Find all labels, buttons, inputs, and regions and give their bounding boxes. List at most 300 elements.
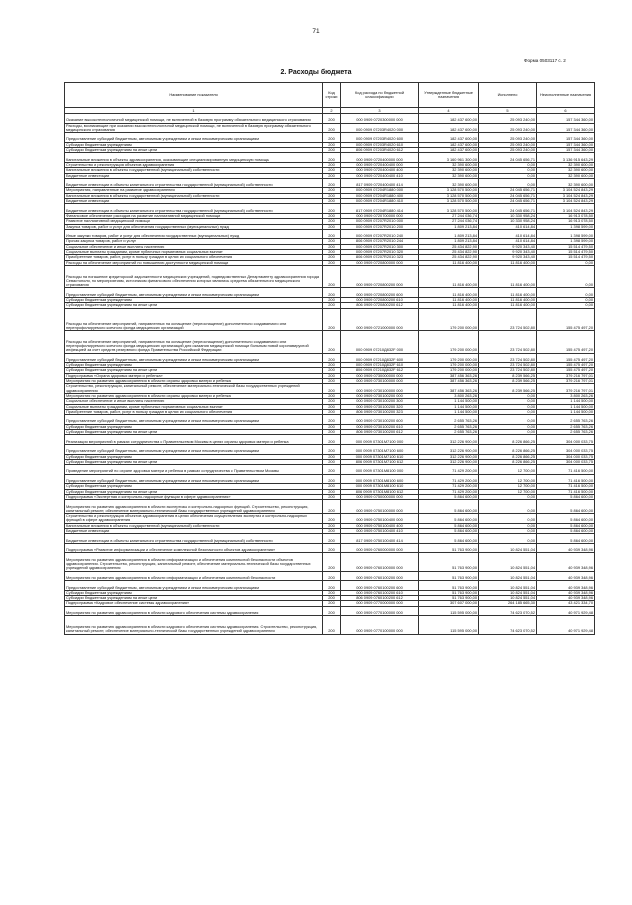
row-name: Субсидии бюджетным учреждениям — [65, 298, 323, 303]
row-executed: 9 920 343,40 — [479, 255, 537, 260]
row-unexecuted: 71 416 500,00 — [537, 489, 595, 494]
row-name: Приобретение товаров, работ, услуг в пользу граждан в целях их социального обеспечения — [65, 255, 323, 260]
row-unexecuted: 71 416 500,00 — [537, 465, 595, 475]
table-row — [65, 153, 595, 163]
row-line-code: 200 — [323, 415, 341, 425]
row-unexecuted: 0,00 — [537, 298, 595, 303]
row-kbk: 000 0909 07301М7100 000 — [341, 435, 419, 445]
header-unexecuted: Неисполненные назначения — [537, 83, 595, 108]
row-name: Бюджетные инвестиции в объекты капитального строительства государственной (муниципальной) собственности — [65, 178, 323, 188]
row-unexecuted: 2 655 763,26 — [537, 424, 595, 429]
row-line-code: 200 — [323, 534, 341, 544]
row-executed: 0,00 — [479, 494, 537, 499]
row-unexecuted: 304 000 033,75 — [537, 435, 595, 445]
row-name: Расходы на погашение кредиторской задолженности медицинских учреждений, подведомственных Департаменту здравоохранения города Севастополя, по мероприятиям, источником финансового обеспечения которых являлись средства обязательного медицинского страхования — [65, 265, 323, 288]
row-unexecuted: 155 475 497,20 — [537, 353, 595, 363]
row-kbk: 000 0909 0720800200 000 — [341, 265, 419, 288]
row-line-code: 200 — [323, 133, 341, 143]
row-unexecuted: 32 390 600,00 — [537, 178, 595, 188]
header-kbk: Код расхода по бюджетной классификации — [341, 83, 419, 108]
row-line-code: 200 — [323, 523, 341, 528]
row-line-code: 200 — [323, 601, 341, 606]
table-row — [65, 244, 595, 249]
row-name: Бюджетные инвестиции в объекты капитального строительства государственной (муниципальной) собственности — [65, 204, 323, 214]
row-executed: 8 239 566,25 — [479, 379, 537, 384]
row-unexecuted: 3 136 915 643,29 — [537, 153, 595, 163]
row-line-code: 200 — [323, 454, 341, 459]
row-executed: 25 093 240,00 — [479, 114, 537, 124]
row-executed: 8 226 866,25 — [479, 444, 537, 454]
row-kbk: 000 0909 07207R2010 240 — [341, 229, 419, 239]
row-executed: 10 330 958,24 — [479, 219, 537, 224]
row-line-code: 200 — [323, 162, 341, 167]
row-approved: 25 434 822,90 — [419, 255, 479, 260]
row-line-code: 200 — [323, 363, 341, 368]
row-kbk: 000 0909 07207R2010 300 — [341, 244, 419, 249]
row-unexecuted: 157 344 360,00 — [537, 148, 595, 153]
row-approved: 25 434 822,90 — [419, 244, 479, 249]
row-approved: 11 816 400,00 — [419, 260, 479, 265]
row-unexecuted: 71 416 500,00 — [537, 484, 595, 489]
row-executed: 24 045 656,71 — [479, 204, 537, 214]
row-executed: 10 824 551,04 — [479, 581, 537, 591]
table-row — [65, 465, 595, 475]
row-kbk: 000 0909 0721000000 000 — [341, 308, 419, 331]
header-name: Наименование показателя — [65, 83, 323, 108]
row-line-code: 200 — [323, 213, 341, 218]
row-unexecuted: 40 939 348,96 — [537, 590, 595, 595]
row-name: Финансовое обеспечение расходов на развитие паллиативной медицинской помощи — [65, 213, 323, 218]
row-approved: 11 816 400,00 — [419, 303, 479, 308]
table-row — [65, 204, 595, 214]
header-line-code: Код строки — [323, 83, 341, 108]
row-unexecuted: 3 104 524 843,29 — [537, 193, 595, 198]
row-approved: 2 655 763,26 — [419, 415, 479, 425]
row-kbk: 806 0909 0730100200 323 — [341, 409, 419, 414]
row-unexecuted: 2 655 763,26 — [537, 430, 595, 435]
row-approved: 3 128 570 500,00 — [419, 188, 479, 193]
row-executed: 9 920 343,40 — [479, 250, 537, 255]
col-number: 1 — [65, 108, 323, 114]
row-approved: 115 595 000,00 — [419, 616, 479, 634]
row-executed: 11 816 400,00 — [479, 260, 537, 265]
row-line-code: 200 — [323, 494, 341, 499]
row-line-code: 200 — [323, 168, 341, 173]
row-kbk: 000 0909 0770100000 000 — [341, 606, 419, 616]
row-executed: 0,00 — [479, 528, 537, 533]
table-row — [65, 553, 595, 571]
row-approved: 1 809 213,84 — [419, 229, 479, 239]
row-kbk: 000 0909 07301М8100 610 — [341, 484, 419, 489]
row-executed: 25 093 240,00 — [479, 148, 537, 153]
row-executed: 25 093 240,00 — [479, 133, 537, 143]
row-name: Строительство и реконструкция объектов здравоохранения — [65, 162, 323, 167]
row-unexecuted: 0,00 — [537, 265, 595, 288]
row-line-code: 200 — [323, 265, 341, 288]
row-kbk: 000 0909 07207R2010 000 — [341, 219, 419, 224]
table-row — [65, 229, 595, 239]
table-row — [65, 368, 595, 373]
row-name: Бюджетные инвестиции — [65, 199, 323, 204]
row-kbk: 000 0909 0730100200 000 — [341, 393, 419, 398]
row-name: Субсидии бюджетным учреждениям — [65, 590, 323, 595]
row-line-code: 200 — [323, 409, 341, 414]
row-executed: 10 824 551,04 — [479, 571, 537, 581]
row-kbk: 806 0909 0760100200 612 — [341, 596, 419, 601]
row-kbk: 000 0909 07204R1880 410 — [341, 199, 419, 204]
row-line-code: 200 — [323, 404, 341, 409]
row-executed: 74 623 070,52 — [479, 606, 537, 616]
table-row — [65, 459, 595, 464]
row-line-code: 200 — [323, 596, 341, 601]
col-number: 5 — [479, 108, 537, 114]
row-unexecuted: 1 144 500,00 — [537, 399, 595, 404]
table-row — [65, 193, 595, 198]
row-line-code: 200 — [323, 298, 341, 303]
row-kbk: 000 0909 0730100200 600 — [341, 415, 419, 425]
row-line-code: 200 — [323, 435, 341, 445]
row-unexecuted: 3 104 524 843,29 — [537, 204, 595, 214]
row-kbk: 000 0909 0760100200 610 — [341, 590, 419, 595]
table-row — [65, 500, 595, 514]
row-name: Предоставление субсидий бюджетным, автономным учреждениям и иным некоммерческим организациям — [65, 288, 323, 298]
row-name: Субсидии бюджетным учреждениям на иные цели — [65, 303, 323, 308]
row-unexecuted: 304 000 033,75 — [537, 454, 595, 459]
table-row — [65, 114, 595, 124]
table-row — [65, 543, 595, 553]
col-number: 2 — [323, 108, 341, 114]
row-unexecuted: 71 416 500,00 — [537, 474, 595, 484]
row-name: Расходы на обеспечение мероприятий по повышению доступности медицинской помощи — [65, 260, 323, 265]
table-row — [65, 415, 595, 425]
row-approved: 51 763 900,00 — [419, 590, 479, 595]
table-row — [65, 601, 595, 606]
row-line-code: 200 — [323, 543, 341, 553]
row-approved: 1 144 500,00 — [419, 399, 479, 404]
row-name: Строительство и реконструкция объектов здравоохранения в целях обеспечения осуществления экспертиз и контрольно-надзорных функций в сфере здравоохранения — [65, 514, 323, 524]
row-executed: 23 724 502,80 — [479, 353, 537, 363]
row-approved: 182 437 600,00 — [419, 148, 479, 153]
row-name: Бюджетные инвестиции — [65, 528, 323, 533]
row-name: Мероприятия по развитию здравоохранения в области охраны здоровья матери и ребенка — [65, 393, 323, 398]
row-approved: 71 429 200,00 — [419, 465, 479, 475]
table-body — [65, 114, 595, 635]
row-kbk: 000 0909 07210Д832F 000 — [341, 331, 419, 354]
row-name: Предоставление субсидий бюджетным, автономным учреждениям и иным некоммерческим организациям — [65, 444, 323, 454]
row-approved: 32 390 600,00 — [419, 173, 479, 178]
row-name: Подпрограмма «Кадровое обеспечение системы здравоохранения» — [65, 601, 323, 606]
row-kbk: 806 0909 07207R2010 244 — [341, 239, 419, 244]
row-kbk: 000 0909 0750100000 000 — [341, 500, 419, 514]
row-executed: 10 330 958,24 — [479, 213, 537, 218]
col-number: 3 — [341, 108, 419, 114]
row-executed: 0,00 — [479, 500, 537, 514]
row-unexecuted: 379 216 797,01 — [537, 384, 595, 394]
row-approved: 5 864 600,00 — [419, 534, 479, 544]
row-line-code: 200 — [323, 250, 341, 255]
row-approved: 11 816 400,00 — [419, 288, 479, 298]
row-kbk: 000 0909 0720400400 400 — [341, 168, 419, 173]
row-unexecuted: 16 913 078,50 — [537, 213, 595, 218]
table-row — [65, 188, 595, 193]
row-unexecuted: 3 800 263,26 — [537, 393, 595, 398]
row-kbk: 000 0909 0720300000 000 — [341, 114, 419, 124]
row-kbk: 000 0909 0720800200 600 — [341, 288, 419, 298]
row-kbk: 000 0909 07203R4020 600 — [341, 133, 419, 143]
row-executed: 11 816 400,00 — [479, 298, 537, 303]
row-executed: 11 816 400,00 — [479, 303, 537, 308]
row-kbk: 000 0909 0730000000 000 — [341, 373, 419, 378]
row-line-code: 200 — [323, 590, 341, 595]
row-line-code: 200 — [323, 331, 341, 354]
table-row — [65, 353, 595, 363]
row-name: Развитие паллиативной медицинской помощи — [65, 219, 323, 224]
row-kbk: 806 0909 07203R4020 612 — [341, 148, 419, 153]
row-unexecuted: 0,00 — [537, 303, 595, 308]
row-name: Мероприятия по развитию здравоохранения в области информатизации и обеспечения комплексной безопасности — [65, 571, 323, 581]
row-name: Социальные выплаты гражданам, кроме публичных нормативных социальных выплат — [65, 250, 323, 255]
row-executed: 264 185 665,30 — [479, 601, 537, 606]
row-kbk: 000 0909 0730100200 610 — [341, 424, 419, 429]
row-name: Мероприятия по развитию здравоохранения в области охраны здоровья матери и ребенка — [65, 379, 323, 384]
row-approved: 71 429 200,00 — [419, 474, 479, 484]
row-line-code: 200 — [323, 384, 341, 394]
row-approved: 1 809 213,84 — [419, 224, 479, 229]
row-line-code: 200 — [323, 459, 341, 464]
row-unexecuted: 3 104 524 843,29 — [537, 199, 595, 204]
row-approved: 51 763 900,00 — [419, 543, 479, 553]
table-row — [65, 178, 595, 188]
row-line-code: 200 — [323, 173, 341, 178]
row-approved: 1 144 500,00 — [419, 404, 479, 409]
row-name: Оказание высокотехнологичной медицинской помощи, не включенной в базовую программу обязательного медицинского страхования — [65, 114, 323, 124]
row-kbk: 000 0909 0730100000 000 — [341, 384, 419, 394]
row-approved: 182 437 600,00 — [419, 133, 479, 143]
row-unexecuted: 5 864 600,00 — [537, 523, 595, 528]
row-executed: 8 226 866,25 — [479, 435, 537, 445]
row-line-code: 200 — [323, 239, 341, 244]
row-line-code: 200 — [323, 188, 341, 193]
row-name: Предоставление субсидий бюджетным, автономным учреждениям и иным некоммерческим организациям — [65, 415, 323, 425]
row-kbk: 000 0909 0720800000 000 — [341, 260, 419, 265]
row-kbk: 000 0909 0720400400 000 — [341, 162, 419, 167]
table-row — [65, 616, 595, 634]
row-line-code: 200 — [323, 123, 341, 133]
row-approved: 51 763 900,00 — [419, 571, 479, 581]
row-approved: 3 800 263,26 — [419, 393, 479, 398]
table-row — [65, 148, 595, 153]
row-approved: 32 390 600,00 — [419, 178, 479, 188]
row-executed: 24 045 656,71 — [479, 188, 537, 193]
row-executed: 9 920 343,40 — [479, 244, 537, 249]
row-name: Субсидии бюджетным учреждениям на иные цели — [65, 596, 323, 601]
row-approved: 312 226 900,00 — [419, 454, 479, 459]
row-approved: 387 456 363,26 — [419, 379, 479, 384]
row-line-code: 200 — [323, 219, 341, 224]
row-name: Социальное обеспечение и иные выплаты населению — [65, 244, 323, 249]
row-unexecuted: 157 344 360,00 — [537, 142, 595, 147]
row-approved: 5 864 600,00 — [419, 514, 479, 524]
row-approved: 25 434 822,90 — [419, 250, 479, 255]
row-name: Субсидии бюджетным учреждениям на иные цели — [65, 430, 323, 435]
row-unexecuted: 0,00 — [537, 260, 595, 265]
row-line-code: 200 — [323, 474, 341, 484]
row-kbk: 000 0909 0750100400 410 — [341, 528, 419, 533]
table-row — [65, 260, 595, 265]
row-kbk: 806 0909 07210Д832F 612 — [341, 368, 419, 373]
row-approved: 11 816 400,00 — [419, 298, 479, 303]
row-executed: 0,00 — [479, 162, 537, 167]
row-kbk: 000 0909 0770100000 000 — [341, 616, 419, 634]
row-executed: 8 226 866,25 — [479, 454, 537, 459]
row-line-code: 200 — [323, 142, 341, 147]
row-line-code: 200 — [323, 260, 341, 265]
row-kbk: 000 0909 07301М8100 000 — [341, 465, 419, 475]
row-executed: 0,00 — [479, 409, 537, 414]
row-line-code: 200 — [323, 193, 341, 198]
row-name: Социальное обеспечение и иные выплаты населению — [65, 399, 323, 404]
row-approved: 32 390 600,00 — [419, 168, 479, 173]
row-approved: 51 763 900,00 — [419, 581, 479, 591]
row-executed: 10 824 551,04 — [479, 553, 537, 571]
row-line-code: 200 — [323, 553, 341, 571]
row-unexecuted: 40 939 348,96 — [537, 581, 595, 591]
row-name: Капитальные вложения в объекты государственной (муниципальной) собственности — [65, 523, 323, 528]
row-executed: 11 816 400,00 — [479, 288, 537, 298]
row-unexecuted: 32 390 600,00 — [537, 173, 595, 178]
row-approved: 71 429 200,00 — [419, 484, 479, 489]
header-approved: Утвержденные бюджетные назначения — [419, 83, 479, 108]
row-unexecuted: 40 939 348,96 — [537, 596, 595, 601]
row-name: Подпрограмма «Охрана здоровья матери и ребенка» — [65, 373, 323, 378]
row-kbk: 000 0909 07301М7100 610 — [341, 454, 419, 459]
row-kbk: 806 0909 0730100200 612 — [341, 430, 419, 435]
row-executed: 24 045 656,71 — [479, 153, 537, 163]
row-approved: 312 226 900,00 — [419, 444, 479, 454]
row-line-code: 200 — [323, 500, 341, 514]
table-row — [65, 606, 595, 616]
row-approved: 182 437 600,00 — [419, 142, 479, 147]
row-name: Мероприятия, направленные на развитие здравоохранения — [65, 188, 323, 193]
row-name: Строительство, реконструкция, капитальный ремонт, обеспечение материально-технической базы государственных учреждений здравоохранения — [65, 384, 323, 394]
row-kbk: 000 0909 07207R2010 200 — [341, 224, 419, 229]
row-unexecuted: 15 514 479,50 — [537, 244, 595, 249]
row-line-code: 200 — [323, 465, 341, 475]
row-line-code: 200 — [323, 255, 341, 260]
row-name: Капитальные вложения в объекты государственной (муниципальной) собственности — [65, 168, 323, 173]
row-unexecuted: 1 144 500,00 — [537, 409, 595, 414]
row-line-code: 200 — [323, 379, 341, 384]
row-name: Расходы на обеспечение мероприятий, направленных на оснащение (переоснащение) дополнительно создаваемого или перепрофилируемого коечного фонда медицинских организаций — [65, 308, 323, 331]
row-line-code: 200 — [323, 148, 341, 153]
row-executed: 12 700,00 — [479, 484, 537, 489]
row-approved: 3 128 570 500,00 — [419, 199, 479, 204]
row-approved: 182 437 600,00 — [419, 123, 479, 133]
row-line-code: 200 — [323, 393, 341, 398]
row-kbk: 000 0909 0730100200 300 — [341, 399, 419, 404]
row-approved: 182 437 600,00 — [419, 114, 479, 124]
row-kbk: 000 0909 07301М7100 600 — [341, 444, 419, 454]
row-unexecuted: 32 390 600,00 — [537, 168, 595, 173]
row-line-code: 200 — [323, 606, 341, 616]
row-name: Бюджетные инвестиции в объекты капитального строительства государственной (муниципальной) собственности — [65, 534, 323, 544]
row-kbk: 000 0909 0750100400 400 — [341, 523, 419, 528]
row-unexecuted: 157 344 360,00 — [537, 114, 595, 124]
row-executed: 410 614,84 — [479, 229, 537, 239]
row-executed: 410 614,84 — [479, 239, 537, 244]
row-name: Субсидии бюджетным учреждениям — [65, 484, 323, 489]
row-line-code: 200 — [323, 224, 341, 229]
table-row — [65, 373, 595, 378]
row-approved: 1 809 213,84 — [419, 239, 479, 244]
row-name: Субсидии бюджетным учреждениям — [65, 142, 323, 147]
row-executed: 10 824 551,04 — [479, 543, 537, 553]
row-approved: 2 655 763,26 — [419, 424, 479, 429]
row-approved: 115 595 000,00 — [419, 606, 479, 616]
row-unexecuted: 15 514 479,50 — [537, 255, 595, 260]
table-row — [65, 224, 595, 229]
row-approved: 71 429 200,00 — [419, 489, 479, 494]
row-unexecuted: 3 104 524 843,29 — [537, 188, 595, 193]
table-row — [65, 331, 595, 354]
row-unexecuted: 1 144 500,00 — [537, 404, 595, 409]
row-unexecuted: 0,00 — [537, 288, 595, 298]
row-name: Субсидии бюджетным учреждениям — [65, 424, 323, 429]
row-approved: 3 160 961 300,00 — [419, 153, 479, 163]
table-row — [65, 384, 595, 394]
row-kbk: 000 0909 0720400000 000 — [341, 153, 419, 163]
row-unexecuted: 379 216 797,01 — [537, 373, 595, 378]
row-line-code: 200 — [323, 229, 341, 239]
table-row — [65, 379, 595, 384]
row-name: Мероприятия по развитию здравоохранения в области экспертизы и контрольно-надзорных функций. Строительство, реконструкция, капитальный ремонт, обеспечение материально-технической базы государственных учреждений здравоохранения — [65, 500, 323, 514]
row-name: Предоставление субсидий бюджетным, автономным учреждениям и иным некоммерческим организациям — [65, 581, 323, 591]
row-line-code: 200 — [323, 444, 341, 454]
row-name: Субсидии бюджетным учреждениям — [65, 454, 323, 459]
row-executed: 25 093 240,00 — [479, 142, 537, 147]
row-kbk: 000 0909 0760100000 000 — [341, 553, 419, 571]
row-executed: 0,00 — [479, 399, 537, 404]
table-header-row — [65, 83, 595, 108]
table-row — [65, 534, 595, 544]
table-row — [65, 308, 595, 331]
row-approved: 307 607 000,00 — [419, 601, 479, 606]
row-line-code: 200 — [323, 204, 341, 214]
row-unexecuted: 40 971 929,48 — [537, 606, 595, 616]
row-executed: 8 239 566,25 — [479, 373, 537, 378]
row-kbk: 817 0909 07204R1880 414 — [341, 204, 419, 214]
row-approved: 5 864 600,00 — [419, 494, 479, 499]
row-name: Проведение мероприятий по охране здоровья матери и ребенка в рамках сотрудничества с Правительством Москвы — [65, 465, 323, 475]
table-row — [65, 303, 595, 308]
row-line-code: 200 — [323, 153, 341, 163]
row-line-code: 200 — [323, 528, 341, 533]
row-kbk: 806 0909 0720800200 612 — [341, 303, 419, 308]
row-kbk: 806 0909 07301М7100 612 — [341, 459, 419, 464]
row-executed: 23 724 502,80 — [479, 363, 537, 368]
row-kbk: 000 0909 0760100200 000 — [341, 571, 419, 581]
row-kbk: 000 0909 07204R1880 000 — [341, 188, 419, 193]
row-approved: 5 864 600,00 — [419, 523, 479, 528]
row-kbk: 000 0909 0750100400 000 — [341, 514, 419, 524]
row-unexecuted: 16 913 078,50 — [537, 219, 595, 224]
row-unexecuted: 155 475 497,20 — [537, 308, 595, 331]
row-name: Реализация мероприятий в рамках сотрудничества с Правительством Москвы в целях охраны здоровья матери и ребенка — [65, 435, 323, 445]
row-executed: 12 700,00 — [479, 465, 537, 475]
row-unexecuted: 157 344 360,00 — [537, 123, 595, 133]
row-executed: 0,00 — [479, 415, 537, 425]
row-approved: 387 456 363,26 — [419, 373, 479, 378]
